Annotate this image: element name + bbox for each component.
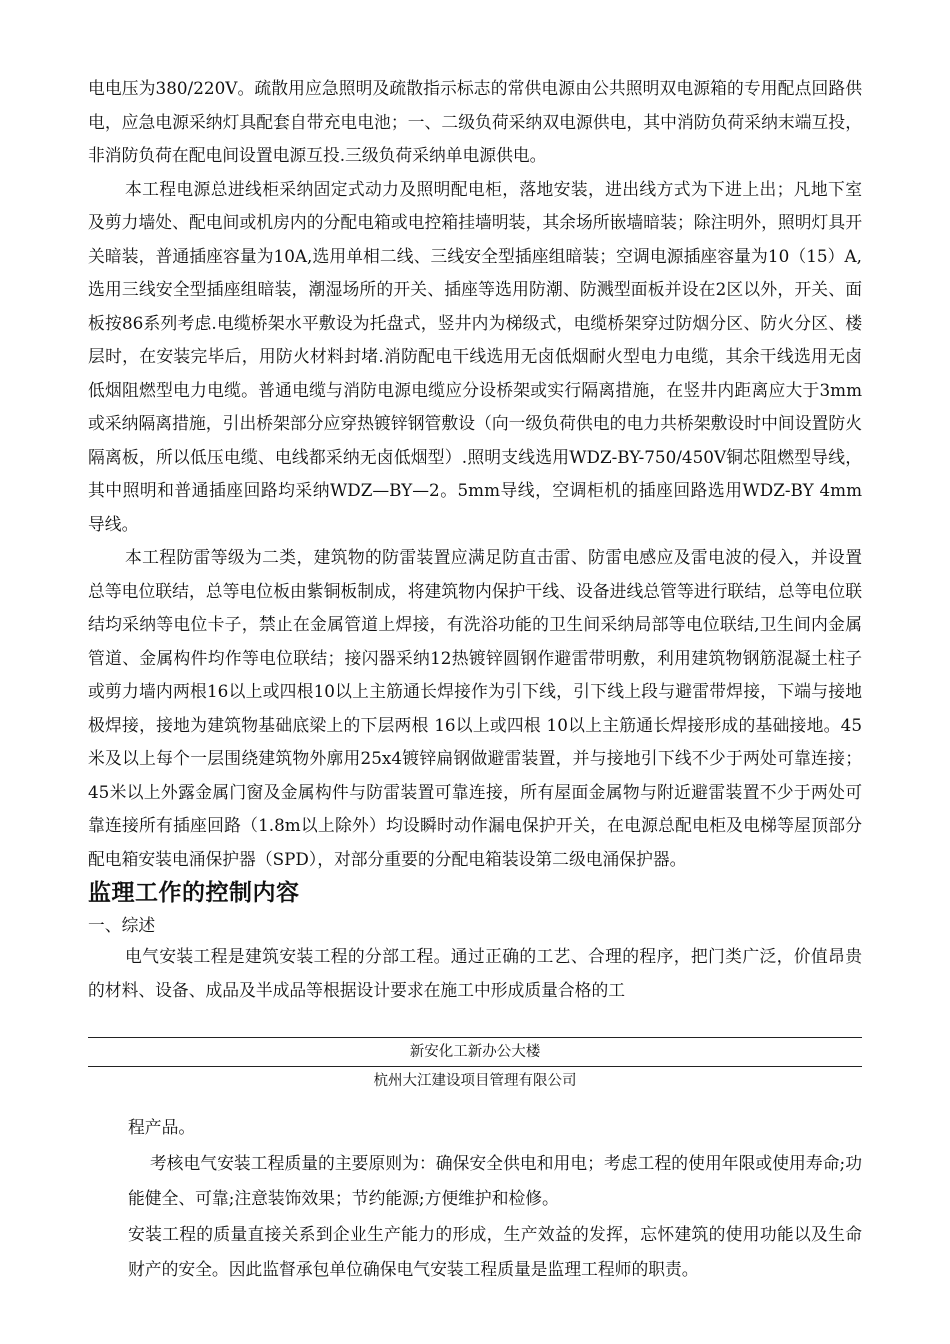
paragraph-intro: 电气安装工程是建筑安装工程的分部工程。通过正确的工艺、合理的程序，把门类广泛，价值昂贵的材料、设备、成品及半成品等根据设计要求在施工中形成质量合格的工: [88, 946, 862, 1000]
section-title: 监理工作的控制内容: [88, 879, 300, 906]
paragraph-quality-principles: 考核电气安装工程质量的主要原则为：确保安全供电和用电；考虑工程的使用年限或使用寿命;功能健全、可靠;注意装饰效果；节约能源;方便维护和检修。: [128, 1152, 862, 1208]
paragraph-quality-importance: 安装工程的质量直接关系到企业生产能力的形成，生产效益的发挥，忘怀建筑的使用功能以及生命财产的安全。因此监督承包单位确保电气安装工程质量是监理工程师的职责。: [128, 1223, 862, 1279]
paragraph-distribution: 本工程电源总进线柜采纳固定式动力及照明配电柜，落地安装，进出线方式为下进上出；凡地下室及剪力墙处、配电间或机房内的分配电箱或电控箱挂墙明装，其余场所嵌墙暗装；除注明外，照明灯具开关暗装，普通插座容量为10A,选用单相二线、三线安全型插座组暗装；空调电源插座容量为10（15）A,选用三线安全型插座组暗装，潮湿场所的开关、插座等选用防潮、防溅型面板并设在2区以外，开关、面板按86系列考虑.电缆桥架水平敷设为托盘式，竖井内为梯级式，电缆桥架穿过防烟分区、防火分区、楼层时，在安装完毕后，用防火材料封堵.消防配电干线选用无卤低烟耐火型电力电缆，其余干线选用无卤低烟阻燃型电力电缆。普通电缆与消防电源电缆应分设桥架或实行隔离措施，在竖井内距离应大于3mm或采纳隔离措施，引出桥架部分应穿热镀锌钢管敷设（向一级负荷供电的电力共桥架敷设时中间设置防火隔离板，所以低压电缆、电线都采纳无卤低烟型）.照明支线选用WDZ-BY-750/450V铜芯阻燃型导线，其中照明和普通插座回路均采纳WDZ—BY—2。5mm导线，空调柜机的插座回路选用WDZ-BY 4mm导线。: [88, 178, 862, 534]
subsection-title: 一、综述: [88, 915, 156, 935]
footer-project-name: 新安化工新办公大楼: [409, 1044, 541, 1060]
page-body-top: [88, 72, 862, 1007]
page-footer: [88, 1037, 862, 1095]
paragraph-continuation: 程产品。: [128, 1117, 196, 1137]
page-body-bottom: [128, 1110, 862, 1288]
footer-company-name: 杭州大江建设项目管理有限公司: [373, 1073, 577, 1089]
paragraph-lightning-protection: 本工程防雷等级为二类，建筑物的防雷装置应满足防直击雷、防雷电感应及雷电波的侵入，并设置总等电位联结，总等电位板由紫铜板制成，将建筑物内保护干线、设备进线总管等进行联结，总等电位联结均采纳等电位卡子，禁止在金属管道上焊接，有洗浴功能的卫生间采纳局部等电位联结,卫生间内金属管道、金属构件均作等电位联结；接闪器采纳12热镀锌圆钢作避雷带明敷，利用建筑物钢筋混凝土柱子或剪力墙内两根16以上或四根10以上主筋通长焊接作为引下线，引下线上段与避雷带焊接，下端与接地极焊接，接地为建筑物基础底梁上的下层两根 16以上或四根 10以上主筋通长焊接形成的基础接地。45米及以上每个一层围绕建筑物外廓用25x4镀锌扁钢做避雷装置，并与接地引下线不少于两处可靠连接；45米以上外露金属门窗及金属构件与防雷装置可靠连接，所有屋面金属物与附近避雷装置不少于两处可靠连接所有插座回路（1.8m以上除外）均设瞬时动作漏电保护开关，在电源总配电柜及电梯等屋顶部分配电箱安装电涌保护器（SPD），对部分重要的分配电箱装设第二级电涌保护器。: [88, 547, 862, 869]
paragraph-power-supply: 电电压为380/220V。疏散用应急照明及疏散指示标志的常供电源由公共照明双电源箱的专用配点回路供电，应急电源采纳灯具配套自带充电电池；一、二级负荷采纳双电源供电，其中消防负荷采纳末端互投，非消防负荷在配电间设置电源互投.三级负荷采纳单电源供电。: [88, 78, 862, 165]
